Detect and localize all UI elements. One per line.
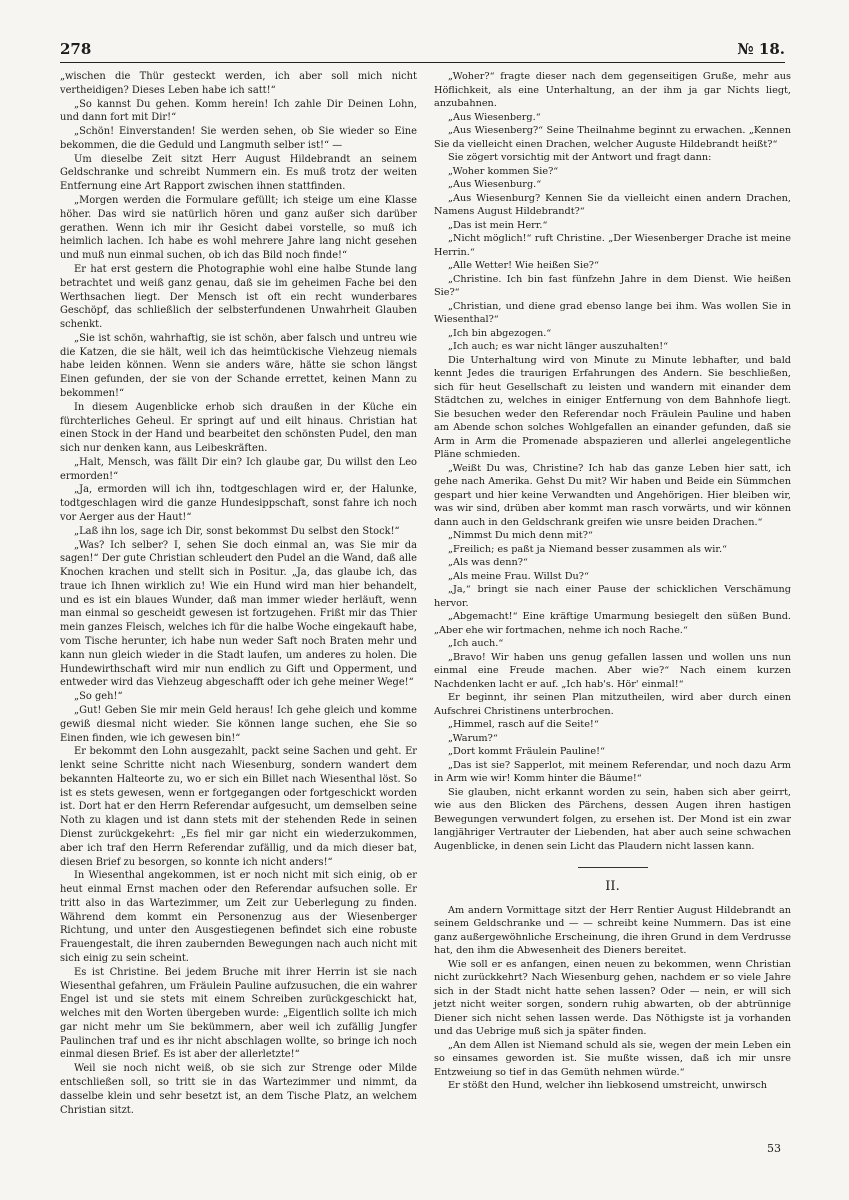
paragraph: „Ich auch; es war nicht länger auszuhalten!“ [448, 341, 669, 352]
right-column-text [434, 70, 791, 853]
paragraph: Sie glauben, nicht erkannt worden zu sein, haben sich aber geirrt, wie aus den Blicken des Pärchens, dessen Augen ihren hastigen Bewegungen verwundert folgen, zu ersehen ist. Der Mond ist ein zwar langjähriger Vertrauter der Liebenden, hat aber auch seine schwachen Augenblicke, in denen sein Licht das Plaudern nicht lassen kann. [434, 786, 791, 852]
signature-number: 53 [767, 1142, 781, 1155]
paragraph: Die Unterhaltung wird von Minute zu Minute lebhafter, und bald kennt Jedes die traurigen Erfahrungen des Andern. Sie beschließen, sich für heut Gesellschaft zu leisten und wandern mit einander dem Städtchen zu, welches in einiger Entfernung von dem Bahnhofe liegt. Sie besuchen weder den Referendar noch Fräulein Pauline und haben am Abende schon solches Wohlgefallen an einander gefunden, daß sie Arm in Arm die Promenade abspazieren und allerlei angelegentliche Pläne schmieden. [434, 354, 791, 460]
page-number: 278 [60, 40, 92, 58]
paragraph: „Laß ihn los, sage ich Dir, sonst bekommst Du selbst den Stock!“ [74, 525, 400, 537]
paragraph: „Sie ist schön, wahrhaftig, sie ist schön, aber falsch und untreu wie die Katzen, die sie hält, weil ich das heimtückische Viehzeug niemals habe leiden können. Wenn sie anders wäre, hätte sie schon längst Einen gefunden, der sie von der Schande errettet, keinen Mann zu bekommen!“ [60, 332, 417, 399]
issue-number: № 18. [737, 40, 785, 58]
section-heading: II. [605, 879, 620, 894]
paragraph: „Woher?“ fragte dieser nach dem gegenseitigen Gruße, mehr aus Höflichkeit, als eine Unterhaltung, an der ihm ja gar Nichts liegt, anzubahnen. [434, 71, 791, 109]
paragraph: „Ich bin abgezogen.“ [448, 327, 552, 339]
paragraph: In Wiesenthal angekommen, ist er noch nicht mit sich einig, ob er heut einmal Ernst machen oder den Referendar aufsuchen solle. Er tritt also in das Wartezimmer, um Zeit zur Ueberlegung zu finden. Während dem kommt ein Personenzug aus der Wiesenberger Richtung, und unter den Ausgestiegenen befindet sich eine robuste Frauengestalt, die ihren zaubernden Bewegungen nach auch nicht mit sich einig zu sein scheint. [60, 870, 417, 964]
paragraph: Sie zögert vorsichtig mit der Antwort und fragt dann: [448, 152, 712, 163]
section-two-text [434, 904, 791, 1093]
paragraph: „Als was denn?“ [448, 557, 528, 568]
paragraph: „Aus Wiesenburg.“ [448, 179, 542, 190]
right-column [434, 70, 791, 1093]
paragraph: „Ja,“ bringt sie nach einer Pause der schicklichen Verschämung hervor. [434, 584, 791, 609]
paragraph: „Christian, und diene grad ebenso lange bei ihm. Was wollen Sie in Wiesenthal?“ [434, 300, 791, 325]
paragraph: „So geh!“ [74, 691, 123, 703]
paragraph: „Freilich; es paßt ja Niemand besser zusammen als wir.“ [448, 543, 728, 555]
paragraph: In diesem Augenblicke erhob sich draußen in der Küche ein fürchterliches Geheul. Er springt auf und eilt hinaus. Christian hat einen Stock in der Hand und bearbeitet den schönsten Pudel, den man sich nur denken kann, aus Leibeskräften. [60, 401, 417, 455]
paragraph: Am andern Vormittage sitzt der Herr Rentier August Hildebrandt an seinem Geldschranke und — — schreibt keine Nummern. Das ist eine ganz außergewöhnliche Erscheinung, die ihren Grund in dem Verdrusse hat, den ihm die Abwesenheit des Dieners bereitet. [434, 904, 791, 956]
paragraph: „Woher kommen Sie?“ [448, 165, 559, 177]
paragraph: „Aus Wiesenburg? Kennen Sie da vielleicht einen andern Drachen, Namens August Hildebrandt?“ [434, 192, 791, 217]
paragraph: „Schön! Einverstanden! Sie werden sehen, ob Sie wieder so Eine bekommen, die die Geduld und Langmuth selber ist!“ — [60, 126, 417, 151]
paragraph: „Dort kommt Fräulein Pauline!“ [448, 746, 605, 757]
paragraph: „Das ist mein Herr.“ [448, 219, 548, 231]
paragraph: „Alle Wetter! Wie heißen Sie?“ [448, 260, 599, 271]
paragraph: „Was? Ich selber? I, sehen Sie doch einmal an, was Sie mir da sagen!“ Der gute Christian schleudert den Pudel an die Wand, daß alle Knochen krachen und stellt sich in Positur. „Ja, das glaube ich, das traue ich Ihnen wirklich zu! Wie ein Hund wird man hier behandelt, und es ist ein blaues Wunder, daß man immer wieder herläuft, wenn man einmal so gescheidt gewesen ist fortzugehen. Frißt mir das Thier mein ganzes Fleisch, welches ich für die halbe Woche eingekauft habe, vom Tische herunter, ich habe nun weder Saft noch Braten mehr und kann nun gleich wieder in die Stadt laufen, um anderes zu holen. Die Hundewirthschaft wird mir nun endlich zu Gift und Opperment, und entweder wird das Viehzeug abgeschafft oder ich gehe meiner Wege!“ [60, 539, 417, 689]
paragraph: Er beginnt, ihr seinen Plan mitzutheilen, wird aber durch einen Aufschrei Christinens unterbrochen. [434, 692, 791, 717]
paragraph: „Ja, ermorden will ich ihn, todtgeschlagen wird er, der Halunke, todtgeschlagen wird die ganze Hundesippschaft, sonst fahre ich noch vor Aerger aus der Haut!“ [60, 484, 417, 523]
paragraph: Wie soll er es anfangen, einen neuen zu bekommen, wenn Christian nicht zurückkehrt? Nach Wiesenburg gehen, nachdem er so viele Jahre sich in der Stadt nicht hatte sehen lassen? Oder — nein, er will sich jetzt nicht weiter sorgen, sondern ruhig abwarten, ob der abtrünnige Diener sich nicht sehen lassen werde. Das Nöthigste ist ja vorhanden und das Uebrige muß sich ja später finden. [434, 958, 791, 1037]
paragraph: „Ich auch.“ [448, 638, 504, 649]
paragraph: „So kannst Du gehen. Komm herein! Ich zahle Dir Deinen Lohn, und dann fort mit Dir!“ [60, 98, 417, 124]
paragraph: „An dem Allen ist Niemand schuld als sie, wegen der mein Leben ein so einsames geworden ist. Sie mußte wissen, daß ich mir unsre Entzweiung so tief in das Gemüth nehmen würde.“ [434, 1039, 791, 1078]
paragraph: „Warum?“ [448, 732, 498, 744]
paragraph: „Halt, Mensch, was fällt Dir ein? Ich glaube gar, Du willst den Leo ermorden!“ [60, 456, 417, 482]
paragraph: „Gut! Geben Sie mir mein Geld heraus! Ich gehe gleich und komme gewiß diesmal nicht wieder. Sie können lange suchen, ehe Sie so Einen finden, wie ich gewesen bin!“ [60, 704, 417, 744]
paragraph: „Bravo! Wir haben uns genug gefallen lassen und wollen uns nun einmal eine Freude machen. Aber wie?“ Nach einem kurzen Nachdenken lacht er auf. „Ich hab's. Hör' einmal!“ [434, 651, 791, 690]
paragraph: Es ist Christine. Bei jedem Bruche mit ihrer Herrin ist sie nach Wiesenthal gefahren, um Fräulein Pauline aufzusuchen, die ein wahrer Engel ist und sie stets mit einem Schreiben zurückgeschickt hat, welches mit den Worten übergeben wurde: „Eigentlich sollte ich mich gar nicht mehr um Sie bekümmern, aber weil ich zufällig Jungfer Paulinchen traf und es ihr nicht abschlagen wollte, so bringe ich noch einmal diesen Brief. Es ist aber der allerletzte!“ [60, 966, 417, 1061]
paragraph: „Nimmst Du mich denn mit?“ [448, 530, 593, 541]
paragraph: Er stößt den Hund, welcher ihn liebkosend umstreicht, unwirsch [448, 1080, 768, 1091]
paragraph: Weil sie noch nicht weiß, ob sie sich zur Strenge oder Milde entschließen soll, so tritt sie in das Wartezimmer und nimmt, da dasselbe klein und sehr besetzt ist, an dem Tische Platz, an welchem Christian sitzt. [60, 1063, 417, 1116]
header-rule [60, 62, 785, 63]
paragraph: „Abgemacht!“ Eine kräftige Umarmung besiegelt den süßen Bund. „Aber ehe wir fortmachen, nehme ich noch Rache.“ [434, 611, 791, 636]
paragraph: „Nicht möglich!“ ruft Christine. „Der Wiesenberger Drache ist meine Herrin.“ [434, 233, 791, 258]
section-divider [578, 867, 648, 868]
paragraph: Er bekommt den Lohn ausgezahlt, packt seine Sachen und geht. Er lenkt seine Schritte nicht nach Wiesenburg, sondern wandert dem bekannten Halteorte zu, wo er sich ein Billet nach Wiesenthal löst. So ist es stets gewesen, wenn er fortgegangen oder fortgeschickt worden ist. Dort hat er den Herrn Referendar aufgesucht, um demselben seine Noth zu klagen und ist dann stets mit der stehenden Rede in seinen Dienst zurückgekehrt: „Es fiel mir gar nicht ein wiederzukommen, aber ich traf den Herrn Referendar zufällig, und da mich dieser bat, diesen Brief zu besorgen, so konnte ich nicht anders!“ [60, 746, 417, 868]
paragraph: Er hat erst gestern die Photographie wohl eine halbe Stunde lang betrachtet und weiß ganz genau, daß sie im geheimen Fache bei den Werthsachen liegt. Der Mensch ist oft ein recht wunderbares Geschöpf, das schließlich der selbsterfundenen Unwahrheit Glauben schenkt. [60, 263, 417, 331]
paragraph: „Christine. Ich bin fast fünfzehn Jahre in dem Dienst. Wie heißen Sie?“ [434, 273, 791, 298]
paragraph: „Das ist sie? Sapperlot, mit meinem Referendar, und noch dazu Arm in Arm wie wir! Komm hinter die Bäume!“ [434, 759, 791, 784]
paragraph: „Aus Wiesenberg.“ [448, 111, 541, 123]
paragraph: „Himmel, rasch auf die Seite!“ [448, 719, 599, 730]
paragraph: „Weißt Du was, Christine? Ich hab das ganze Leben hier satt, ich gehe nach Amerika. Gehst Du mit? Wir haben und Beide ein Sümmchen gespart und hier keine Verwandten und Angehörigen. Hier bleiben wir, was wir sind, drüben aber kommt man rasch vorwärts, und wir können dann auch in den Geldschrank greifen wie unsre beiden Drachen.“ [434, 462, 791, 528]
paragraph: „Morgen werden die Formulare gefüllt; ich steige um eine Klasse höher. Das wird sie natürlich hören und ganz außer sich darüber gerathen. Wenn ich mir ihr Gesicht dabei vorstelle, so muß ich heimlich lachen. Ich habe es wohl mehrere Jahre lang nicht gesehen und muß nun einmal suchen, ob ich das Bild noch finde!“ [60, 195, 417, 262]
paragraph: „Als meine Frau. Willst Du?“ [448, 570, 589, 582]
left-column [60, 70, 417, 1117]
paragraph: „Aus Wiesenberg?“ Seine Theilnahme beginnt zu erwachen. „Kennen Sie da vielleicht einen Drachen, welcher Auguste Hildebrandt heißt?“ [434, 125, 791, 150]
paragraph: „wischen die Thür gesteckt werden, ich aber soll mich nicht vertheidigen? Dieses Leben habe ich satt!“ [60, 71, 417, 96]
paragraph: Um dieselbe Zeit sitzt Herr August Hildebrandt an seinem Geldschranke und schreibt Nummern ein. Es muß trotz der weiten Entfernung eine Art Rapport zwischen ihnen stattfinden. [60, 153, 417, 193]
